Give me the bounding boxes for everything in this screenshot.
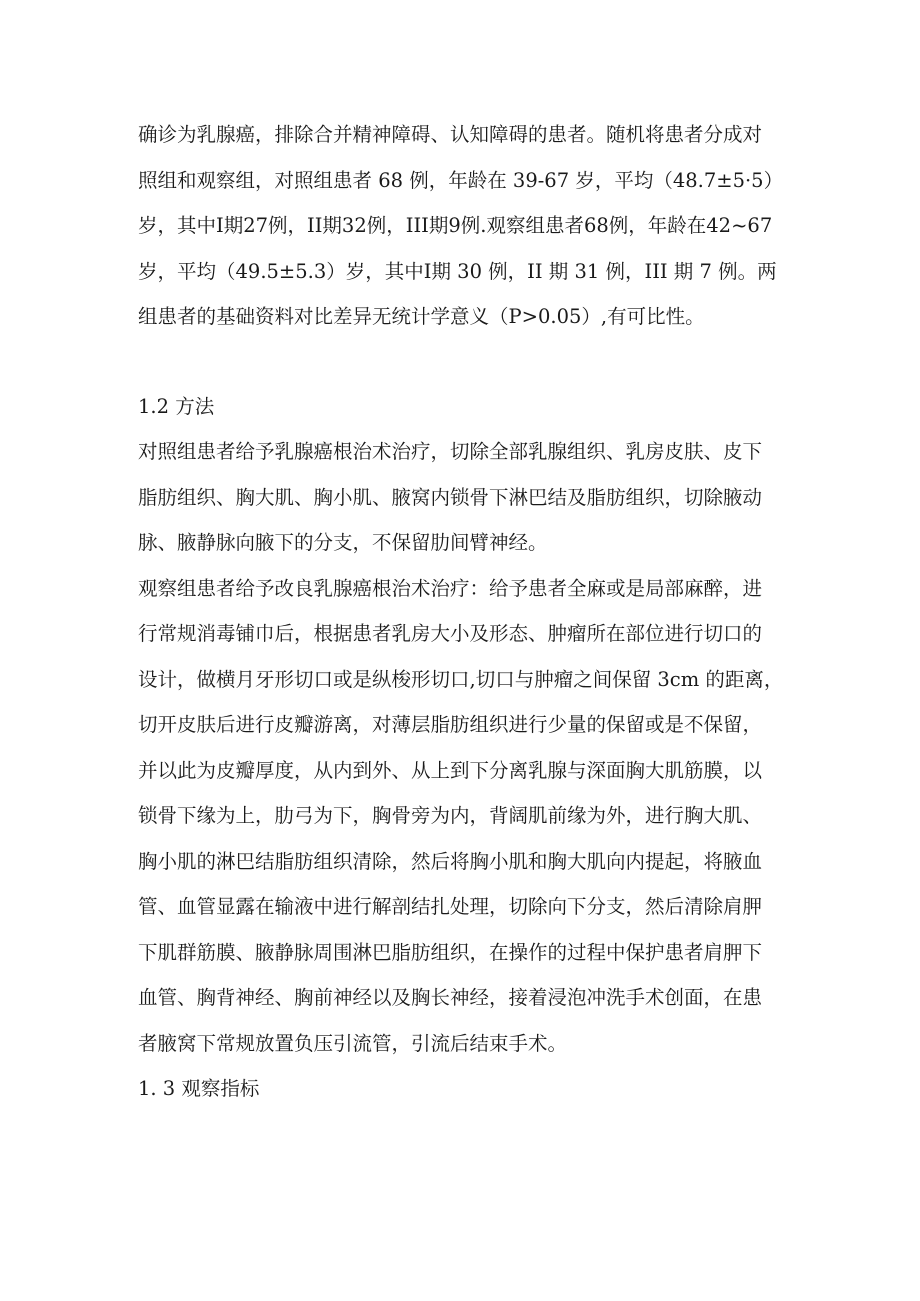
- text-line: 切开皮肤后进行皮瓣游离，对薄层脂肪组织进行少量的保留或是不保留，: [138, 713, 763, 736]
- text-line: 确诊为乳腺癌，排除合并精神障碍、认知障碍的患者。随机将患者分成对: [138, 123, 763, 146]
- text-line: 并以此为皮瓣厚度，从内到外、从上到下分离乳腺与深面胸大肌筋膜，以: [138, 758, 763, 782]
- text-line: 锁骨下缘为上，肋弓为下，胸骨旁为内，背阔肌前缘为外，进行胸大肌、: [138, 804, 763, 827]
- text-line: 设计，做横月牙形切口或是纵梭形切口,切口与肿瘤之间保留 3cm 的距离，: [138, 667, 784, 691]
- section-heading-observation-indicators: 1. 3 观察指标: [138, 1077, 260, 1100]
- text-line: 脂肪组织、胸大肌、胸小肌、腋窝内锁骨下淋巴结及脂肪组织，切除腋动: [138, 485, 763, 509]
- control-group-paragraph: [138, 429, 798, 566]
- text-line: 照组和观察组，对照组患者 68 例，年龄在 39-67 岁，平均（48.7±5·5）: [138, 168, 784, 192]
- intro-paragraph: [138, 112, 798, 340]
- text-line: 岁，平均（49.5±5.3）岁，其中Ⅰ期 30 例，II 期 31 例，III 期 7 例。两: [138, 259, 777, 283]
- document-page: [138, 112, 798, 1112]
- spacer: [138, 340, 798, 384]
- text-line: 观察组患者给予改良乳腺癌根治术治疗：给予患者全麻或是局部麻醉，进: [138, 576, 763, 600]
- text-line: 对照组患者给予乳腺癌根治术治疗，切除全部乳腺组织、乳房皮肤、皮下: [138, 440, 763, 463]
- text-line: 者腋窝下常规放置负压引流管，引流后结束手术。: [138, 1031, 568, 1055]
- text-line: 组患者的基础资料对比差异无统计学意义（P>0.05）,有可比性。: [138, 305, 705, 328]
- text-line: 胸小肌的淋巴结脂肪组织清除，然后将胸小肌和胸大肌向内提起，将腋血: [138, 849, 763, 873]
- observation-group-paragraph: [138, 566, 798, 1067]
- section-heading-methods: 1.2 方法: [138, 394, 215, 418]
- text-line: 行常规消毒铺巾后，根据患者乳房大小及形态、肿瘤所在部位进行切口的: [138, 622, 763, 645]
- text-line: 脉、腋静脉向腋下的分支，不保留肋间臂神经。: [138, 531, 548, 554]
- text-line: 管、血管显露在输液中进行解剖结扎处理，切除向下分支，然后清除肩胛: [138, 895, 763, 918]
- text-line: 岁，其中Ⅰ期27例，II期32例，III期9例.观察组患者68例，年龄在42~67: [138, 214, 773, 237]
- text-line: 下肌群筋膜、腋静脉周围淋巴脂肪组织，在操作的过程中保护患者肩胛下: [138, 940, 763, 964]
- text-line: 血管、胸背神经、胸前神经以及胸长神经，接着浸泡冲洗手术创面，在患: [138, 986, 763, 1009]
